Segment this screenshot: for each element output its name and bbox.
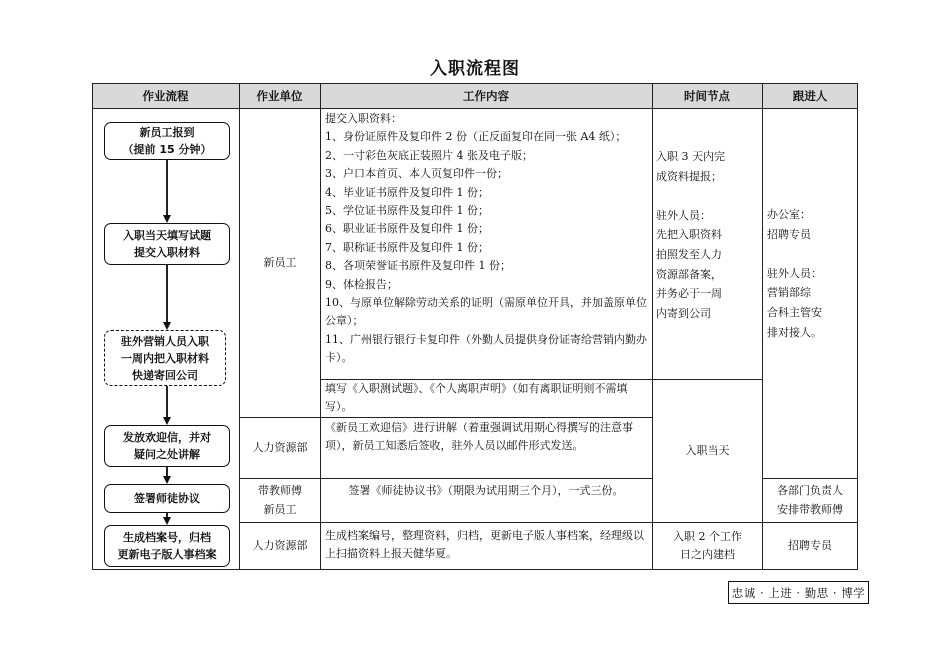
flow-step-mentor-agreement: 签署师徒协议 [104, 484, 230, 513]
time-onboard-day: 入职当天 [685, 443, 730, 457]
header-flow: 作业流程 [92, 83, 239, 109]
arrow-down-icon [163, 476, 171, 484]
header-time: 时间节点 [652, 83, 762, 109]
content-archive: 生成档案编号，整理资料，归档，更新电子版人事档案，经理级以上扫描资料上报天健华夏。 [325, 529, 644, 561]
time-archive: 入职 2 个工作 日之内建档 [673, 529, 742, 561]
content-agreement: 签署《师徒协议书》（期限为试用期三个月），一式三份。 [348, 484, 624, 497]
follow-office: 办公室： 招聘专员 驻外人员： 营销部综 合科主管安 排对接人。 [767, 208, 822, 339]
arrow-down-icon [163, 322, 171, 330]
time-materials: 入职 3 天内完 成资料提报； 驻外人员： 先把入职资料 拍照发至人力 资源部备案， 并务必于一周 内寄到公司 [656, 150, 725, 320]
flow-step-fill-test: 入职当天填写试题 提交入职材料 [104, 223, 230, 265]
flow-step-welcome-letter: 发放欢迎信，并对 疑问之处讲解 [104, 425, 230, 467]
follow-recruiter: 招聘专员 [788, 538, 832, 552]
content-materials: 提交入职资料： 1、身份证原件及复印件 2 份（正反面复印在同一张 A4 纸）； 2、一寸彩色灰底正装照片 4 张及电子版； 3、户口本首页、本人页复印件一份； 4、毕业证书原件及复印件 1 份； 5、学位证书原件及复印件 1 份； 6、职业证书原件及复印件 1 份； 7、职称证书原件及复印件 1 份； 8、各项荣誉证书原件及复印件 1 份； 9、体检报告； 10、与原单位解除劳动关系的证明（需原单位开具，并加盖原单位公章）； 11、广州银行银行卡复印件（外勤人员提供身份证寄给营销内勤办卡）。 [325, 112, 647, 365]
header-content: 工作内容 [320, 83, 652, 109]
unit-hr: 人力资源部 [252, 440, 308, 454]
arrow-down-icon [163, 517, 171, 525]
arrow-down-icon [163, 417, 171, 425]
header-unit: 作业单位 [239, 83, 320, 109]
company-motto: 忠诚 · 上进 · 勤思 · 博学 [728, 581, 869, 604]
follow-dept-head: 各部门负责人 安排带教师傅 [777, 484, 843, 516]
flow-step-archive: 生成档案号，归档 更新电子版人事档案 [104, 525, 230, 567]
arrow-down-icon [163, 215, 171, 223]
content-test: 填写《入职测试题》、《个人离职声明》（如有离职证明则不需填写）。 [325, 382, 628, 414]
unit-hr-archive: 人力资源部 [252, 538, 308, 552]
unit-mentor: 带教师傅 新员工 [258, 484, 302, 516]
flow-step-mail-materials: 驻外营销人员入职 一周内把入职材料 快递寄回公司 [104, 330, 226, 386]
header-follow: 跟进人 [762, 83, 858, 109]
page-title: 入职流程图 [430, 59, 520, 79]
unit-new-employee: 新员工 [263, 255, 297, 269]
flow-step-report: 新员工报到 （提前 15 分钟） [104, 122, 230, 160]
content-welcome: 《新员工欢迎信》进行讲解（着重强调试用期心得撰写的注意事项），新员工知悉后签收，驻外人员以邮件形式发送。 [325, 421, 633, 453]
